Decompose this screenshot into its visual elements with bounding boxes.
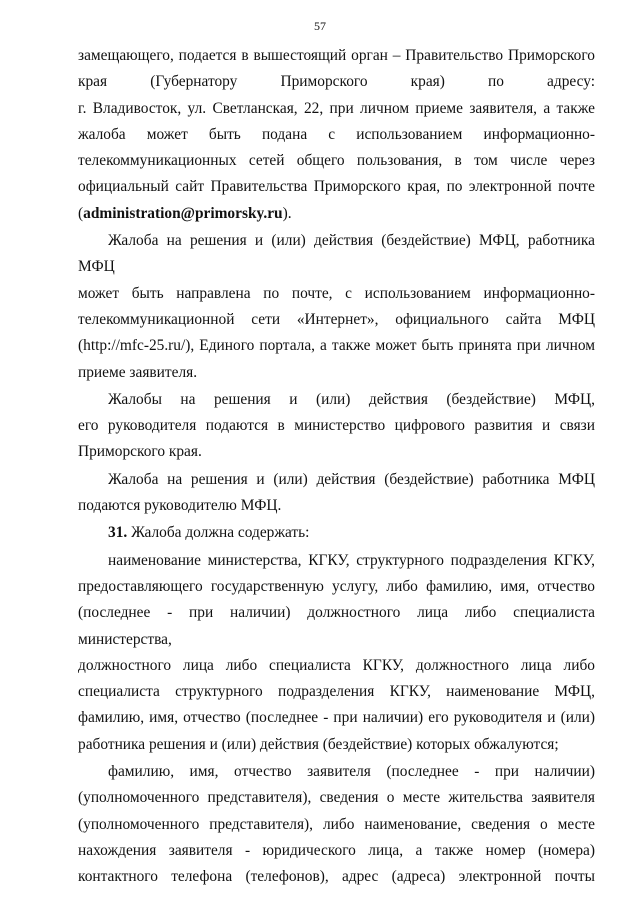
text-line: телекоммуникационной сети «Интернет», официального сайта МФЦ (78, 310, 595, 328)
text-line: должностного лица либо специалиста КГКУ, должностного лица либо (78, 656, 595, 674)
text-line: подаются руководителю МФЦ. (78, 497, 282, 515)
text-line: официальный сайт Правительства Приморского края, по электронной почте (78, 178, 595, 196)
text-line: (уполномоченного представителя), сведения о месте жительства заявителя (78, 789, 595, 807)
text-line: Жалобы на решения и (или) действия (бездействие) МФЦ, (108, 390, 595, 408)
text-line: фамилию, имя, отчество заявителя (последнее - при наличии) (108, 763, 595, 781)
text-line: контактного телефона (телефонов), адрес (адреса) электронной почты (78, 868, 595, 886)
text-line: Жалоба на решения и (или) действия (бездействие) МФЦ, работника МФЦ (78, 232, 595, 276)
document-body (78, 43, 595, 891)
text-line: Жалоба на решения и (или) действия (бездействие) работника МФЦ (108, 470, 595, 488)
text-line: (последнее - при наличии) должностного лица либо специалиста министерства, (78, 604, 595, 648)
text-line: г. Владивосток, ул. Светланская, 22, при личном приеме заявителя, а также (78, 99, 595, 117)
text-line: работника решения и (или) действия (бездействие) которых обжалуются; (78, 735, 559, 753)
text-line: жалоба может быть подана с использованием информационно- (78, 125, 595, 143)
text-line: края (Губернатору Приморского края) по адресу: (78, 73, 595, 91)
text-line: нахождения заявителя - юридического лица, а также номер (номера) (78, 841, 595, 859)
text-line: телекоммуникационных сетей общего пользования, в том числе через (78, 152, 595, 170)
email-address: administration@primorsky.ru (83, 204, 283, 222)
clause-text: Жалоба должна содержать: (127, 524, 310, 542)
text-line: предоставляющего государственную услугу, либо фамилию, имя, отчество (78, 577, 595, 595)
text-line: Приморского края. (78, 443, 202, 461)
paren-close: ). (282, 204, 292, 222)
text-line: фамилию, имя, отчество (последнее - при наличии) его руководителя и (или) (78, 709, 595, 727)
text-line: (http://mfc-25.ru/), Единого портала, а также может быть принята при личном (78, 337, 595, 355)
text-line: замещающего, подается в вышестоящий орган – Правительство Приморского (78, 47, 595, 64)
page-number: 57 (314, 19, 326, 33)
paren-open: ( (78, 204, 84, 222)
text-line: приеме заявителя. (78, 363, 198, 381)
clause-number: 31. (108, 524, 128, 542)
text-line: наименование министерства, КГКУ, структурного подразделения КГКУ, (108, 551, 595, 569)
text-line: специалиста структурного подразделения КГКУ, наименование МФЦ, (78, 683, 595, 701)
text-line: может быть направлена по почте, с использованием информационно- (78, 284, 595, 302)
text-line (78, 520, 595, 546)
text-line (78, 201, 595, 227)
text-line: (уполномоченного представителя), либо наименование, сведения о месте (78, 815, 595, 833)
text-line: его руководителя подаются в министерство цифрового развития и связи (78, 417, 595, 435)
